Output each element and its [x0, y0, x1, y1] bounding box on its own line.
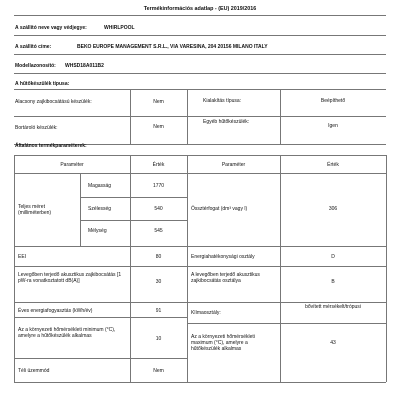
eei-label: EEI [18, 254, 27, 260]
supplier-name-value: WHIRLPOOL [104, 25, 135, 31]
divider [14, 73, 386, 74]
min-temp-value: 10 [155, 336, 162, 342]
supplier-address-label: A szállító címe: [15, 44, 52, 50]
low-noise-label: Alacsony zajkibocsátású készülék: [15, 99, 92, 105]
low-noise-value: Nem [153, 99, 164, 105]
col-divider [386, 155, 387, 382]
noise-class-value: B [331, 279, 335, 285]
total-volume-label: Össztérfogat (dm³ vagy l) [191, 206, 248, 212]
other-label: Egyéb hűtőkészülék: [203, 119, 250, 125]
depth-label: Mélység [88, 228, 107, 234]
type-heading: A hűtőkészülék típusa: [15, 81, 70, 87]
divider [14, 358, 187, 359]
table-bottom [14, 382, 386, 383]
table-top [14, 155, 386, 156]
divider [14, 89, 386, 90]
divider [14, 302, 386, 303]
depth-value: 545 [154, 228, 163, 234]
eei-value: 80 [155, 254, 162, 260]
divider [14, 173, 386, 174]
col-header-param: Paraméter [60, 162, 84, 168]
dims-label: Teljes méret (milliméterben) [18, 204, 52, 217]
design-label: Kialakítás típusa: [203, 98, 242, 104]
general-heading: Általános termékparaméterek: [15, 143, 87, 149]
wine-value: Nem [153, 124, 164, 130]
annual-energy-label: Éves energiafogyasztás (kWh/év) [18, 308, 93, 314]
max-temp-label: Az a környezeti hőmérsékleti maximum (°C), amelyre a hűtőkészülék alkalmas [191, 334, 255, 353]
col-divider [187, 155, 188, 382]
col-divider [280, 155, 281, 382]
winter-label: Téli üzemmód [18, 368, 50, 374]
col-header-param: Paraméter [221, 162, 246, 168]
col-divider [14, 155, 15, 382]
divider [14, 15, 386, 16]
divider [14, 266, 386, 267]
col-header-value: Érték [327, 162, 339, 168]
energy-class-label: Energiahatékonysági osztály [191, 254, 255, 260]
climate-label: Klímaosztály: [191, 310, 221, 316]
col-divider [130, 155, 131, 382]
noise-label: Levegőben terjedő akusztikus zajkibocsátás [1 pW-ra vonatkoztatott dB(A)] [18, 272, 122, 285]
annual-energy-value: 91 [155, 308, 162, 314]
energy-class-value: D [331, 254, 335, 260]
col-divider [80, 173, 81, 246]
width-label: Szélesség [88, 206, 112, 212]
col-header-value: Érték [152, 162, 165, 168]
divider [80, 197, 187, 198]
design-value: Beépíthető [320, 98, 346, 104]
width-value: 540 [154, 206, 163, 212]
max-temp-value: 43 [330, 340, 336, 346]
divider [187, 323, 386, 324]
supplier-name-label: A szállító neve vagy védjegye: [15, 25, 87, 31]
divider [14, 246, 386, 247]
divider [14, 54, 386, 55]
noise-class-label: A levegőben terjedő akusztikus zajkibocsátás osztálya [191, 272, 260, 285]
divider [14, 317, 187, 318]
supplier-address-value: BEKO EUROPE MANAGEMENT S.R.L., VIA VARESINA, 204 20156 MILANO ITALY [77, 44, 268, 50]
height-label: Magasság [88, 183, 112, 189]
other-value: Igen [328, 123, 338, 129]
min-temp-label: Az a környezeti hőmérsékleti minimum (°C), amelyre a hűtőkészülék alkalmas [18, 327, 116, 340]
climate-value: bővített mérsékelt/trópusi [305, 304, 361, 310]
divider [14, 116, 386, 117]
winter-value: Nem [153, 368, 164, 374]
model-value: WHSD18A011B2 [65, 63, 104, 69]
fiche-title: Termékinformációs adatlap - (EU) 2019/2016 [143, 6, 257, 12]
divider [80, 220, 187, 221]
height-value: 1770 [152, 183, 165, 189]
wine-label: Bortároló készülék: [15, 125, 58, 131]
noise-value: 30 [155, 279, 162, 285]
model-label: Modellazonosító: [15, 63, 56, 69]
divider [14, 35, 386, 36]
total-volume-value: 306 [328, 206, 338, 212]
